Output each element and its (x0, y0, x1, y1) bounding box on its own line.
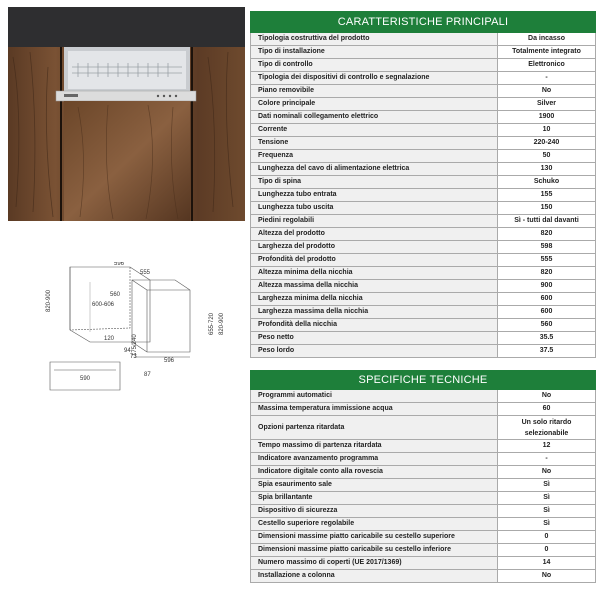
spec-value: No (541, 572, 552, 579)
spec-row (251, 176, 595, 189)
spec-label: Tempo massimo di partenza ritardata (251, 440, 498, 452)
spec-value: Sì (543, 520, 550, 527)
spec-row (251, 531, 595, 544)
spec-label: Tipo di installazione (251, 46, 498, 58)
spec-label: Programmi automatici (251, 390, 498, 402)
dim-label: 175/240 (132, 334, 138, 356)
spec-row (251, 33, 595, 46)
spec-value-line: selezionabile (524, 429, 569, 437)
dim-label: 596 (164, 358, 175, 364)
spec-row (251, 254, 595, 267)
spec-label: Tipologia costruttiva del prodotto (251, 33, 498, 45)
spec-row (251, 479, 595, 492)
spec-value: 150 (540, 204, 553, 211)
tech-specs-rows (250, 390, 596, 583)
spec-row (251, 59, 595, 72)
spec-row (251, 505, 595, 518)
spec-label: Peso lordo (251, 345, 498, 357)
spec-row (251, 319, 595, 332)
spec-label: Larghezza del prodotto (251, 241, 498, 253)
spec-label: Tipo di spina (251, 176, 498, 188)
spec-label: Corrente (251, 124, 498, 136)
spec-row (251, 189, 595, 202)
dim-label: 94 (124, 348, 131, 354)
spec-row (251, 557, 595, 570)
spec-row (251, 124, 595, 137)
dim-label: 820-900 (219, 312, 225, 335)
spec-row (251, 46, 595, 59)
spec-value: - (545, 455, 548, 462)
spec-label: Frequenza (251, 150, 498, 162)
spec-row (251, 293, 595, 306)
spec-label: Altezza del prodotto (251, 228, 498, 240)
tech-specs-table (250, 370, 596, 583)
main-specs-rows (250, 33, 596, 358)
spec-label: Spia esaurimento sale (251, 479, 498, 491)
spec-row (251, 215, 595, 228)
tech-specs-title: SPECIFICHE TECNICHE (250, 370, 596, 390)
spec-row (251, 440, 595, 453)
spec-label: Larghezza massima della nicchia (251, 306, 498, 318)
spec-value: No (541, 87, 552, 94)
spec-label: Indicatore digitale conto alla rovescia (251, 466, 498, 478)
spec-label: Profondità della nicchia (251, 319, 498, 331)
spec-value: 35.5 (539, 334, 554, 341)
spec-row (251, 163, 595, 176)
spec-label: Tensione (251, 137, 498, 149)
spec-label: Cestello superiore regolabile (251, 518, 498, 530)
spec-label: Altezza massima della nicchia (251, 280, 498, 292)
spec-label: Lunghezza del cavo di alimentazione elettrica (251, 163, 498, 175)
spec-value: 10 (542, 126, 551, 133)
spec-value: Sì - tutti dal davanti (514, 217, 579, 224)
dim-label: 820-900 (46, 289, 52, 312)
spec-label: Altezza minima della nicchia (251, 267, 498, 279)
spec-value: 900 (540, 282, 553, 289)
spec-value: 50 (542, 152, 551, 159)
spec-row (251, 345, 595, 358)
spec-label: Lunghezza tubo entrata (251, 189, 498, 201)
spec-value: 14 (542, 559, 551, 566)
spec-row (251, 228, 595, 241)
spec-row (251, 111, 595, 124)
spec-value: 0 (544, 533, 549, 540)
spec-row (251, 98, 595, 111)
spec-label: Dispositivo di sicurezza (251, 505, 498, 517)
spec-value: No (541, 468, 552, 475)
spec-label: Dimensioni massime piatto caricabile su cestello inferiore (251, 544, 498, 556)
spec-label: Massima temperatura immissione acqua (251, 403, 498, 415)
spec-row (251, 280, 595, 293)
spec-row (251, 241, 595, 254)
spec-value-line: Un solo ritardo (521, 418, 572, 426)
spec-row (251, 453, 595, 466)
dim-label: 596 (114, 262, 125, 267)
spec-row (251, 137, 595, 150)
spec-row (251, 85, 595, 98)
main-specs-table (250, 11, 596, 358)
spec-value: Elettronico (528, 61, 565, 68)
dim-label: 655-720 (209, 312, 215, 335)
spec-value: Sì (543, 507, 550, 514)
spec-label: Installazione a colonna (251, 570, 498, 582)
spec-label: Dati nominali collegamento elettrico (251, 111, 498, 123)
spec-label: Profondità del prodotto (251, 254, 498, 266)
dim-label: 555 (140, 270, 151, 276)
spec-row (251, 150, 595, 163)
spec-row (251, 416, 595, 440)
dim-label: 87 (144, 372, 151, 378)
spec-value: 820 (540, 230, 553, 237)
spec-row (251, 267, 595, 280)
spec-label: Spia brillantante (251, 492, 498, 504)
spec-label: Tipo di controllo (251, 59, 498, 71)
spec-value: 0 (544, 546, 549, 553)
spec-label: Colore principale (251, 98, 498, 110)
spec-value: Sì (543, 494, 550, 501)
spec-row (251, 518, 595, 531)
spec-row (251, 544, 595, 557)
dim-label: 590 (80, 376, 91, 382)
spec-row (251, 306, 595, 319)
kitchen-dishwasher-image (8, 7, 245, 221)
spec-row (251, 492, 595, 505)
installation-diagram (40, 262, 240, 412)
spec-value (498, 416, 595, 439)
dim-label: 120 (104, 336, 115, 342)
spec-value: 820 (540, 269, 553, 276)
spec-value: 560 (540, 321, 553, 328)
spec-value: 155 (540, 191, 553, 198)
dimension-drawing (40, 262, 240, 412)
spec-value: 220-240 (533, 139, 560, 146)
spec-label: Peso netto (251, 332, 498, 344)
spec-value: 600 (540, 308, 553, 315)
spec-label: Opzioni partenza ritardata (251, 416, 498, 439)
spec-row (251, 72, 595, 85)
spec-value: No (541, 392, 552, 399)
spec-value: 12 (542, 442, 551, 449)
dim-label: 600-606 (92, 302, 115, 308)
spec-row (251, 332, 595, 345)
spec-row (251, 570, 595, 583)
spec-label: Lunghezza tubo uscita (251, 202, 498, 214)
spec-value: 37.5 (539, 347, 554, 354)
spec-label: Piano removibile (251, 85, 498, 97)
spec-row (251, 202, 595, 215)
dim-label: 560 (110, 292, 121, 298)
spec-value: 60 (542, 405, 551, 412)
spec-value: 600 (540, 295, 553, 302)
spec-value: - (545, 74, 548, 81)
spec-row (251, 390, 595, 403)
product-photo (8, 7, 245, 221)
spec-value: Sì (543, 481, 550, 488)
spec-value: Totalmente integrato (512, 48, 581, 55)
spec-value: 130 (540, 165, 553, 172)
spec-value: 555 (540, 256, 553, 263)
dim-label: 73 (130, 354, 137, 360)
spec-label: Numero massimo di coperti (UE 2017/1369) (251, 557, 498, 569)
spec-value: 598 (540, 243, 553, 250)
spec-label: Piedini regolabili (251, 215, 498, 227)
spec-value: 1900 (538, 113, 555, 120)
spec-label: Dimensioni massime piatto caricabile su cestello superiore (251, 531, 498, 543)
spec-label: Tipologia dei dispositivi di controllo e segnalazione (251, 72, 498, 84)
spec-row (251, 403, 595, 416)
spec-value: Silver (536, 100, 557, 107)
spec-label: Larghezza minima della nicchia (251, 293, 498, 305)
spec-row (251, 466, 595, 479)
spec-label: Indicatore avanzamento programma (251, 453, 498, 465)
main-specs-title: CARATTERISTICHE PRINCIPALI (250, 11, 596, 33)
spec-value: Da incasso (528, 35, 565, 42)
spec-value: Schuko (533, 178, 560, 185)
